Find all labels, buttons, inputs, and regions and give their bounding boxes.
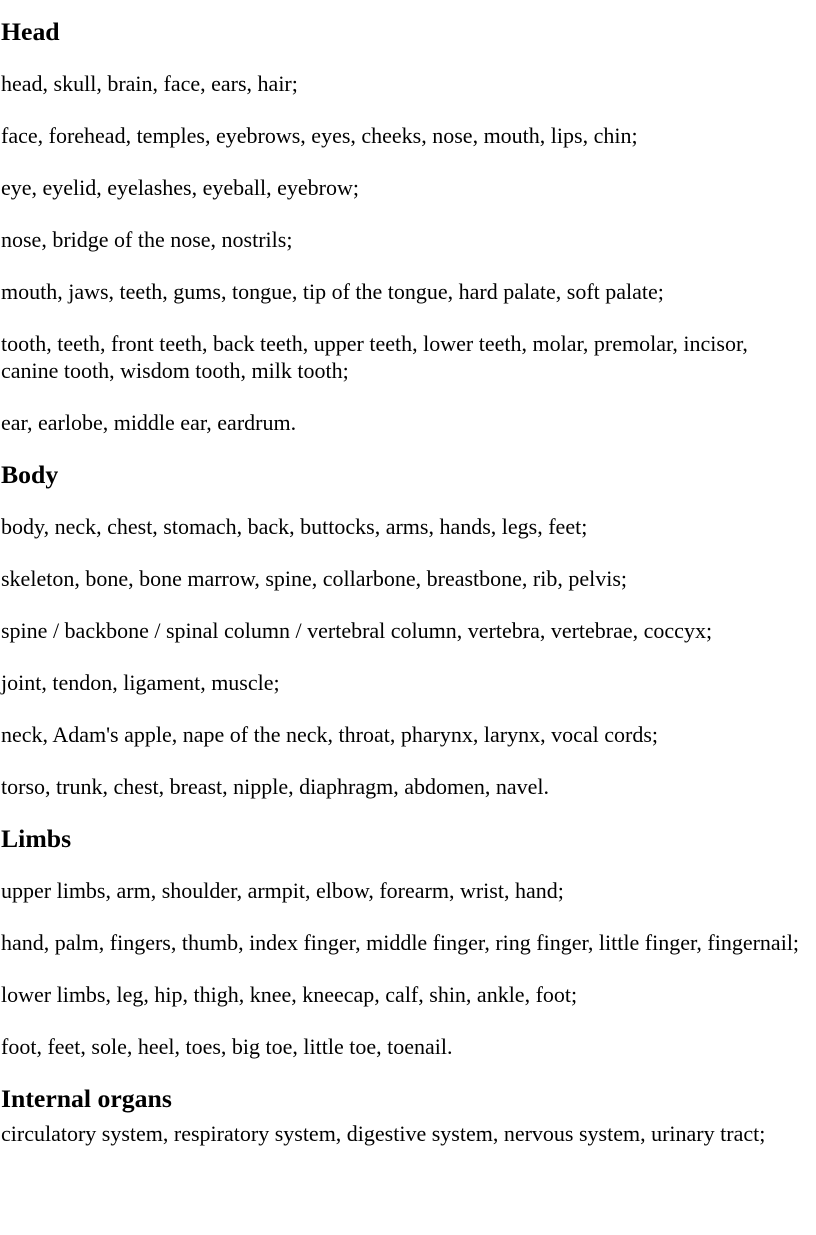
section-heading-head: Head [1,17,60,46]
body-line-5: neck, Adam's apple, nape of the neck, throat, pharynx, larynx, vocal cords; [1,722,659,747]
limbs-line-2: hand, palm, fingers, thumb, index finger, middle finger, ring finger, little finger, fingernail; [1,930,800,955]
head-line-1: head, skull, brain, face, ears, hair; [1,71,298,96]
document-body [1,18,801,1147]
limbs-line-1: upper limbs, arm, shoulder, armpit, elbow, forearm, wrist, hand; [1,878,564,903]
section-heading-internal-organs: Internal organs [1,1084,172,1113]
body-line-3: spine / backbone / spinal column / vertebral column, vertebra, vertebrae, coccyx; [1,618,713,643]
limbs-line-4: foot, feet, sole, heel, toes, big toe, little toe, toenail. [1,1034,453,1059]
body-line-1: body, neck, chest, stomach, back, buttocks, arms, hands, legs, feet; [1,514,588,539]
head-line-5: mouth, jaws, teeth, gums, tongue, tip of the tongue, hard palate, soft palate; [1,279,664,304]
section-heading-body: Body [1,460,59,489]
head-line-6: tooth, teeth, front teeth, back teeth, upper teeth, lower teeth, molar, premolar, incisor, canine tooth, wisdom tooth, milk tooth; [1,331,748,383]
body-line-2: skeleton, bone, bone marrow, spine, collarbone, breastbone, rib, pelvis; [1,566,628,591]
head-line-3: eye, eyelid, eyelashes, eyeball, eyebrow; [1,175,359,200]
head-line-2: face, forehead, temples, eyebrows, eyes, cheeks, nose, mouth, lips, chin; [1,123,638,148]
head-line-7: ear, earlobe, middle ear, eardrum. [1,410,297,435]
section-heading-limbs: Limbs [1,824,72,853]
limbs-line-3: lower limbs, leg, hip, thigh, knee, kneecap, calf, shin, ankle, foot; [1,982,578,1007]
body-line-4: joint, tendon, ligament, muscle; [1,670,280,695]
body-line-6: torso, trunk, chest, breast, nipple, diaphragm, abdomen, navel. [1,774,550,799]
head-line-4: nose, bridge of the nose, nostrils; [1,227,293,252]
internal-line-1: circulatory system, respiratory system, digestive system, nervous system, urinary tract; [1,1121,766,1146]
